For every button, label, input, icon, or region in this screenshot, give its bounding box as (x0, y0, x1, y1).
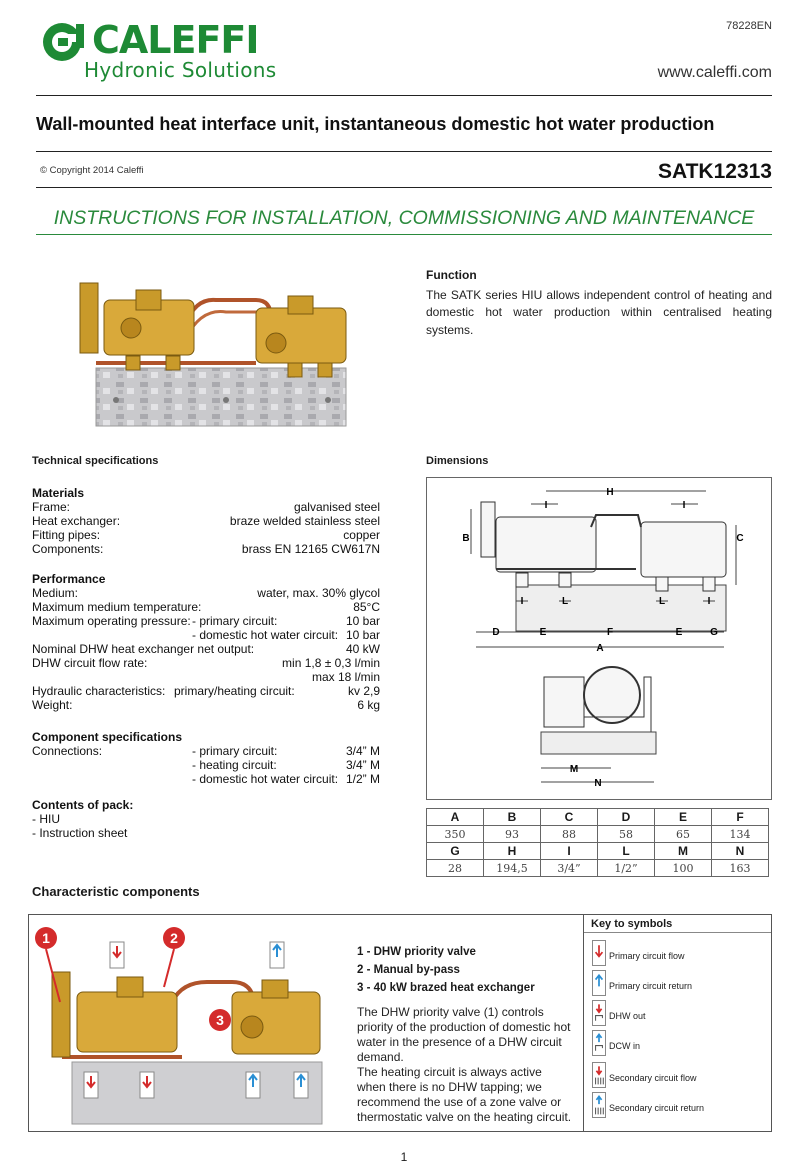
dim-header-row (427, 809, 769, 826)
dim-value: 100 (655, 860, 712, 877)
component-spec-row: - heating circuit: 3/4” M (192, 758, 380, 772)
dim-header: G (427, 843, 484, 860)
dim-label-i: I (544, 500, 548, 511)
component-item: 1 - DHW priority valve (357, 946, 476, 958)
performance-row: DHW circuit flow rate: min 1,8 ± 0,3 l/min (32, 656, 380, 670)
copyright: © Copyright 2014 Caleffi (40, 165, 144, 176)
dim-header: E (655, 809, 712, 826)
dim-header: H (484, 843, 541, 860)
key-item-secondary-return: Secondary circuit return (609, 1103, 705, 1113)
dim-value: 93 (484, 826, 541, 843)
document-number: 78228EN (726, 20, 772, 32)
dim-label-l: L (658, 596, 666, 607)
performance-row: max 18 l/min (311, 670, 380, 684)
dim-value-row (427, 860, 769, 877)
callout-2: 2 (170, 930, 178, 946)
dim-header: B (484, 809, 541, 826)
performance-row: Weight: 6 kg (32, 698, 380, 712)
dimensions-heading: Dimensions (426, 455, 489, 467)
key-item-secondary-flow: Secondary circuit flow (609, 1073, 697, 1083)
dim-label-b: B (462, 533, 470, 544)
contents-heading: Contents of pack: (32, 798, 134, 812)
component-spec-row: - domestic hot water circuit: 1/2” M (192, 772, 380, 786)
dim-label-g: G (710, 627, 718, 638)
performance-heading: Performance (32, 572, 106, 586)
component-item: 3 - 40 kW brazed heat exchanger (357, 982, 535, 994)
materials-row: Heat exchanger: braze welded stainless steel (32, 514, 380, 528)
dim-header: D (598, 809, 655, 826)
instructions-heading: INSTRUCTIONS FOR INSTALLATION, COMMISSIONING AND MAINTENANCE (53, 207, 755, 229)
dim-header: M (655, 843, 712, 860)
dim-header: N (712, 843, 769, 860)
performance-row: - domestic hot water circuit: 10 bar (192, 628, 380, 642)
dim-header: A (427, 809, 484, 826)
materials-row: Fitting pipes: copper (32, 528, 380, 542)
function-text: The SATK series HIU allows independent control of heating and domestic hot water production within centralised heating systems. (426, 288, 772, 337)
key-item-primary-flow: Primary circuit flow (609, 951, 685, 961)
performance-row: Hydraulic characteristics: primary/heating circuit: kv 2,9 (32, 684, 380, 698)
dim-value: 88 (541, 826, 598, 843)
dim-value: 163 (712, 860, 769, 877)
key-item-dcw-in: DCW in (609, 1041, 640, 1051)
dim-header-row (427, 843, 769, 860)
dim-label-m: M (569, 764, 579, 775)
dim-value: 3/4” (541, 860, 598, 877)
performance-row: Nominal DHW heat exchanger net output: 40 kW (32, 642, 380, 656)
dim-header: F (712, 809, 769, 826)
materials-row: Components: brass EN 12165 CW617N (32, 542, 380, 556)
dim-header: I (541, 843, 598, 860)
document-title: Wall-mounted heat interface unit, instantaneous domestic hot water production (36, 114, 715, 134)
website-link[interactable]: www.caleffi.com (657, 64, 772, 81)
dimensions-table (426, 808, 769, 877)
dim-value-row (427, 826, 769, 843)
component-description (357, 1005, 573, 1125)
dim-label-h: H (606, 487, 614, 498)
dim-label-l: L (561, 596, 569, 607)
function-heading: Function (426, 268, 477, 282)
dim-label-f: F (606, 627, 614, 638)
dim-label-e: E (539, 627, 547, 638)
header-divider (36, 95, 772, 96)
brand-name: CALEFFI (92, 18, 259, 62)
dim-label-i: I (682, 500, 686, 511)
tap-cold-icon (592, 1030, 606, 1056)
tech-spec-heading: Technical specifications (32, 455, 159, 467)
key-heading: Key to symbols (591, 918, 673, 930)
dim-label-i: I (707, 596, 711, 607)
key-divider (583, 915, 584, 1131)
dim-label-a: A (596, 643, 604, 654)
component-spec-heading: Component specifications (32, 730, 183, 744)
code-divider (36, 187, 772, 188)
instructions-divider (36, 234, 772, 235)
component-spec-section (32, 730, 380, 788)
dim-value: 28 (427, 860, 484, 877)
contents-item: - Instruction sheet (32, 826, 128, 840)
tap-hot-icon (592, 1000, 606, 1026)
performance-row: Medium: water, max. 30% glycol (32, 586, 380, 600)
materials-section (32, 486, 380, 558)
dim-value: 1/2” (598, 860, 655, 877)
performance-row: Maximum operating pressure: - primary circuit: 10 bar (32, 614, 380, 628)
dim-label-i: I (520, 596, 524, 607)
characteristic-heading: Characteristic components (32, 884, 200, 899)
radiator-hot-icon (592, 1062, 606, 1088)
dim-label-e: E (675, 627, 683, 638)
arrow-up-blue-icon (592, 970, 606, 996)
dim-label-d: D (492, 627, 500, 638)
product-photo (66, 268, 358, 428)
callout-3: 3 (216, 1012, 224, 1028)
component-list (357, 943, 535, 997)
components-photo (32, 922, 342, 1128)
callout-1: 1 (42, 930, 50, 946)
brand-tagline: Hydronic Solutions (84, 58, 277, 82)
dim-header: L (598, 843, 655, 860)
page-number: 1 (400, 1150, 408, 1164)
dim-value: 194,5 (484, 860, 541, 877)
dim-label-c: C (736, 533, 744, 544)
performance-section (32, 572, 380, 714)
arrow-down-red-icon (592, 940, 606, 966)
key-item-dhw-out: DHW out (609, 1011, 646, 1021)
radiator-cold-icon (592, 1092, 606, 1118)
component-item: 2 - Manual by-pass (357, 964, 460, 976)
key-item-primary-return: Primary circuit return (609, 981, 693, 991)
performance-row: Maximum medium temperature: 85°C (32, 600, 380, 614)
dimensions-drawing (426, 477, 772, 800)
contents-item: - HIU (32, 812, 60, 826)
key-title-divider (584, 932, 771, 933)
contents-section (32, 798, 380, 844)
materials-heading: Materials (32, 486, 85, 500)
dim-value: 350 (427, 826, 484, 843)
dim-value: 58 (598, 826, 655, 843)
materials-row: Frame: galvanised steel (32, 500, 380, 514)
product-code: SATK12313 (657, 160, 772, 183)
title-divider (36, 151, 772, 152)
dim-header: C (541, 809, 598, 826)
component-spec-row: Connections: - primary circuit: 3/4” M (32, 744, 380, 758)
dim-label-n: N (594, 778, 602, 789)
dim-value: 134 (712, 826, 769, 843)
dim-value: 65 (655, 826, 712, 843)
description-paragraph: The heating circuit is always active when there is no DHW tapping; we recommend the use of a zone valve or thermostatic valve on the heating circuit. (357, 1065, 572, 1124)
description-paragraph: The DHW priority valve (1) controls priority of the production of domestic hot water in the presence of a DHW circuit demand. (357, 1005, 571, 1064)
